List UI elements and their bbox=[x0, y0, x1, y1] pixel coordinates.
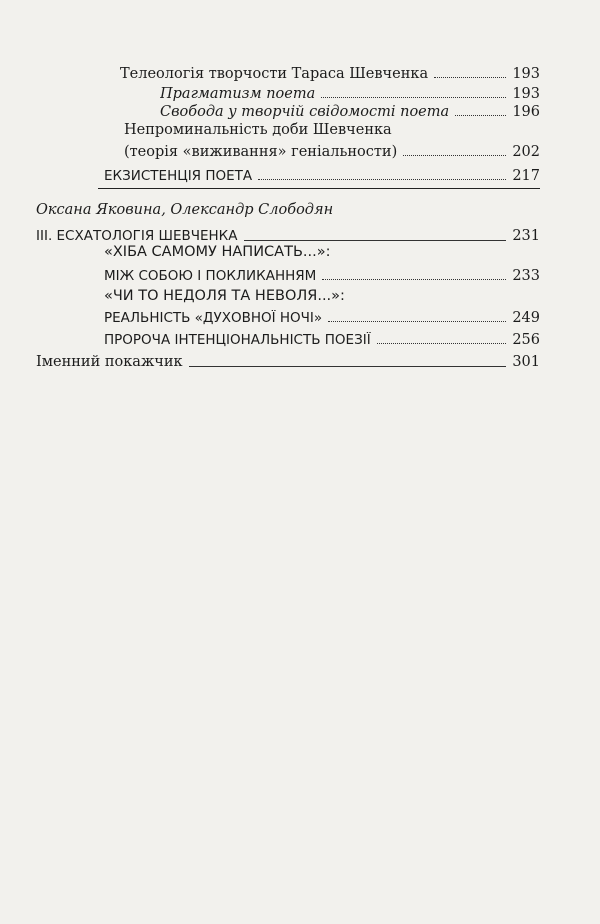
toc-entry-page: 233 bbox=[512, 268, 540, 284]
toc-leader-dots bbox=[455, 115, 506, 116]
toc-entry bbox=[160, 82, 540, 102]
section-authors: Оксана Яковина, Олександр Слободян bbox=[36, 202, 334, 218]
toc-leader-dots bbox=[434, 77, 506, 78]
toc-leader-line bbox=[244, 240, 507, 241]
toc-section bbox=[36, 224, 540, 244]
toc-entry-title: Прагматизм поета bbox=[160, 86, 316, 102]
toc-entry-title: Непроминальність доби Шевченка bbox=[124, 122, 392, 138]
toc-entry-page: 256 bbox=[512, 332, 540, 348]
toc-entry bbox=[124, 140, 540, 160]
toc-entry-title: «ЧИ ТО НЕДОЛЯ ТА НЕВОЛЯ...»: bbox=[104, 288, 345, 304]
toc-leader-dots bbox=[258, 179, 506, 180]
toc-entry-title: Телеологія творчости Тараса Шевченка bbox=[120, 66, 429, 82]
toc-entry bbox=[104, 164, 540, 184]
toc-leader-dots bbox=[322, 279, 506, 280]
toc-entry bbox=[120, 62, 540, 82]
toc-entry-title: МІЖ СОБОЮ І ПОКЛИКАННЯМ bbox=[104, 268, 317, 284]
toc-leader-dots bbox=[377, 343, 506, 344]
toc-entry-page: 231 bbox=[512, 228, 540, 244]
toc-entry-title: ІІІ. ЕСХАТОЛОГІЯ ШЕВЧЕНКА bbox=[36, 228, 238, 244]
section-rule bbox=[98, 188, 540, 189]
toc-entry-page: 193 bbox=[512, 86, 540, 102]
toc-entry-title: ЕКЗИСТЕНЦІЯ ПОЕТА bbox=[104, 168, 253, 184]
toc-entry-page: 249 bbox=[512, 310, 540, 326]
toc-entry-page: 193 bbox=[512, 66, 540, 82]
toc-entry-title: ПРОРОЧА ІНТЕНЦІОНАЛЬНІСТЬ ПОЕЗІЇ bbox=[104, 332, 371, 348]
toc-entry bbox=[104, 306, 540, 326]
toc-entry-page: 202 bbox=[512, 144, 540, 160]
toc-entry-title: РЕАЛЬНІСТЬ «ДУХОВНОЇ НОЧІ» bbox=[104, 310, 323, 326]
toc-entry-page: 301 bbox=[512, 354, 540, 370]
toc-entry-title: (теорія «виживання» геніальности) bbox=[124, 144, 398, 160]
toc-entry-title: «ХІБА САМОМУ НАПИСАТЬ...»: bbox=[104, 244, 331, 260]
toc-entry bbox=[36, 350, 540, 370]
toc-leader-dots bbox=[328, 321, 506, 322]
toc-entry-title: Свобода у творчій свідомості поета bbox=[160, 104, 450, 120]
toc-leader-line bbox=[189, 366, 506, 367]
toc-entry-page: 217 bbox=[512, 168, 540, 184]
toc-entry bbox=[160, 100, 540, 120]
toc-entry-page: 196 bbox=[512, 104, 540, 120]
toc-entry bbox=[104, 264, 540, 284]
toc-entry-title: Іменний покажчик bbox=[36, 354, 183, 370]
toc-leader-dots bbox=[403, 155, 506, 156]
toc-leader-dots bbox=[321, 97, 506, 98]
toc-entry bbox=[104, 328, 540, 348]
